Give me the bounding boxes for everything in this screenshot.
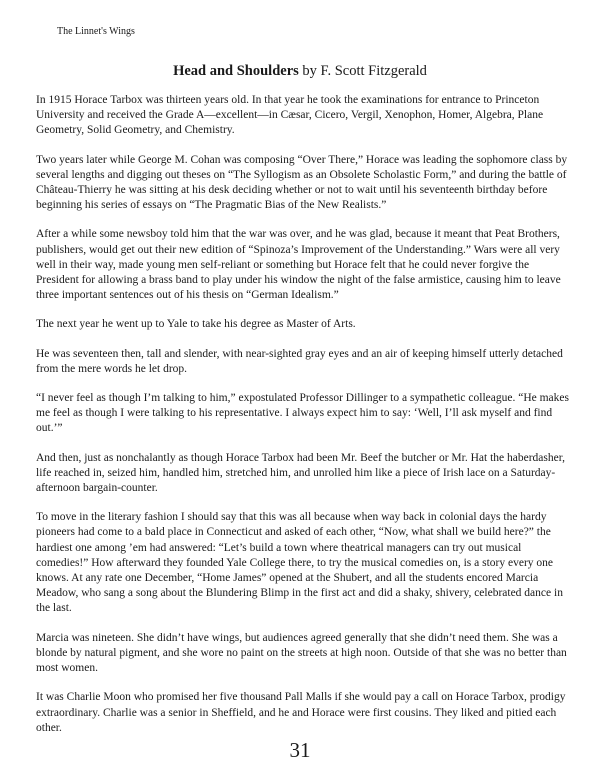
story-title-line [0, 62, 600, 80]
paragraph: After a while some newsboy told him that the war was over, and he was glad, because it meant that Peat Brothers, publishers, would get out their new edition of “Spinoza’s Improvement of the Understanding.” Wars were all very well in their way, made young men self-reliant or something but Horace felt that he could never forgive the President for allowing a brass band to play under his window the night of the false armistice, causing him to leave three important sentences out of his thesis on “German Idealism.” [36, 228, 561, 302]
paragraph: And then, just as nonchalantly as though Horace Tarbox had been Mr. Beef the butcher or Mr. Hat the haberdasher, life reached in, seized him, handled him, stretched him, and unrolled him like a piece of Irish lace on a Saturday-afternoon bargain-counter. [36, 451, 565, 495]
paragraph: In 1915 Horace Tarbox was thirteen years old. In that year he took the examinations for entrance to Princeton University and received the Grade A—excellent—in Cæsar, Cicero, Vergil, Xenophon, Homer, Algebra, Plane Geometry, Solid Geometry, and Chemistry. [36, 94, 544, 137]
paragraph: Two years later while George M. Cohan was composing “Over There,” Horace was leading the sophomore class by several lengths and digging out theses on “The Syllogism as an Obsolete Scholastic Form,” and during the battle of Château-Thierry he was sitting at his desk deciding whether or not to wait until his seventeenth birthday before beginning his series of essays on “The Pragmatic Bias of the New Realists.” [36, 153, 568, 212]
paragraph: To move in the literary fashion I should say that this was all because when way back in colonial days the hardy pioneers had come to a bald place in Connecticut and asked of each other, “Now, what shall we build here?” the hardiest one among ’em had answered: “Let’s build a town where theatrical managers can try out musical comedies!” How afterward they founded Yale College there, to try the musical comedies on, is a story every one knows. At any rate one December, “Home James” opened at the Shubert, and all the students encored Marcia Meadow, who sang a song about the Blundering Blimp in the first act and did a shaky, shivery, celebrated dance in the last. [36, 511, 563, 615]
story-byline: by F. Scott Fitzgerald [298, 63, 427, 79]
page-number: 31 [289, 738, 311, 762]
paragraph: “I never feel as though I’m talking to him,” expostulated Professor Dillinger to a sympathetic colleague. “He makes me feel as though I were talking to his representative. I always expect him to say: ‘Well, I’ll ask myself and find out.’” [36, 392, 569, 435]
paragraph: Marcia was nineteen. She didn’t have wings, but audiences agreed generally that she didn’t need them. She was a blonde by natural pigment, and she wore no paint on the streets at high noon. Outside of that she was no better than most women. [36, 631, 567, 675]
story-body [36, 93, 572, 750]
paragraph: It was Charlie Moon who promised her five thousand Pall Malls if she would pay a call on Horace Tarbox, prodigy extraordinary. Charlie was a senior in Sheffield, and he and Horace were first cousins. They liked and pitied each other. [36, 691, 566, 734]
running-header: The Linnet's Wings [57, 26, 135, 37]
story-title: Head and Shoulders [173, 63, 299, 79]
paragraph: He was seventeen then, tall and slender, with near-sighted gray eyes and an air of keeping himself utterly detached from the mere words he let drop. [36, 347, 563, 375]
paragraph: The next year he went up to Yale to take his degree as Master of Arts. [36, 318, 356, 331]
